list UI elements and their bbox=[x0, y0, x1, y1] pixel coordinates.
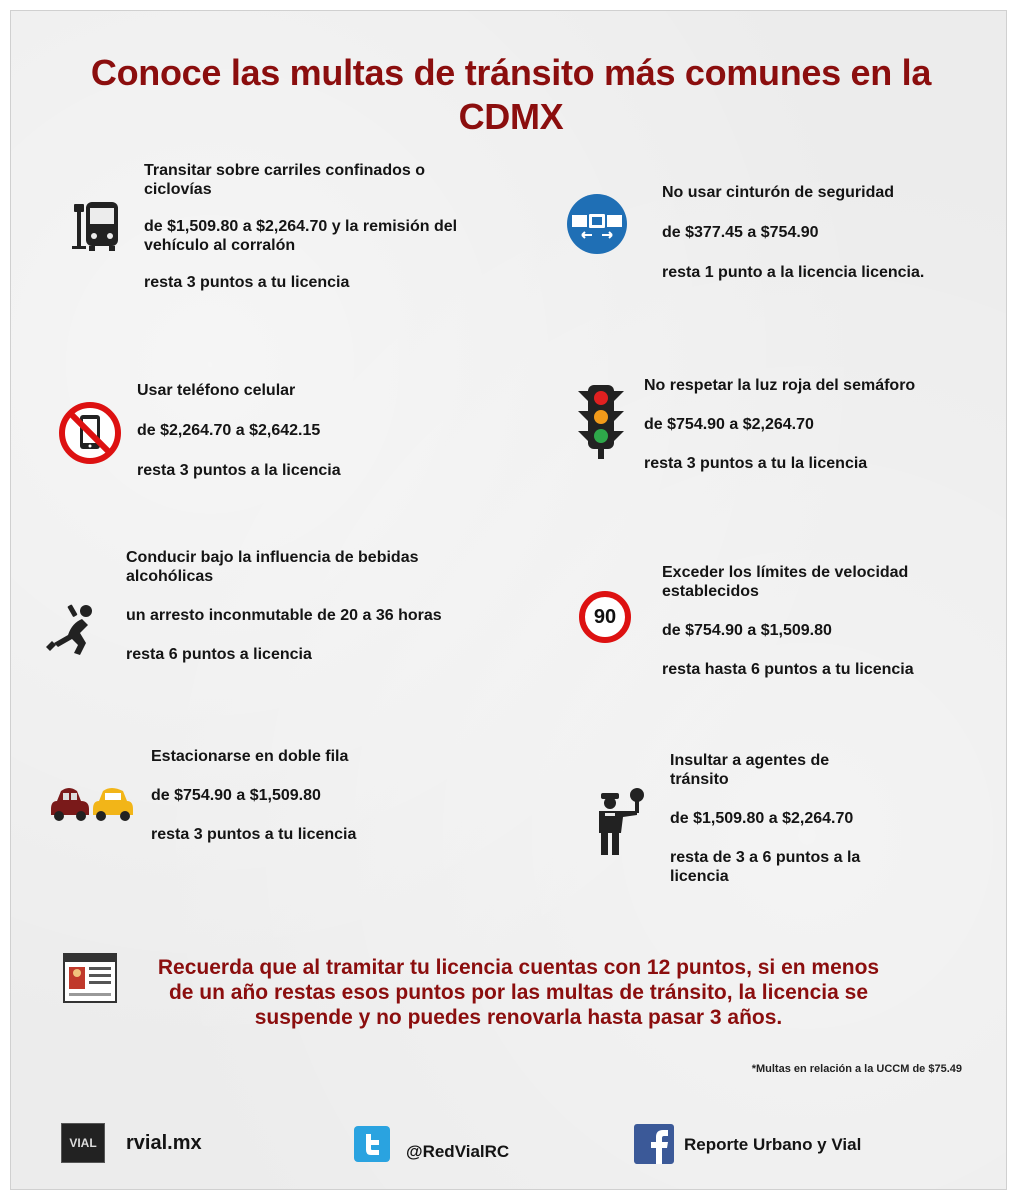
fine-item-speeding bbox=[662, 563, 982, 697]
fine-amount: de $754.90 a $1,509.80 bbox=[662, 622, 832, 639]
twitter-icon[interactable] bbox=[354, 1126, 390, 1162]
fine-amount: de $377.45 a $754.90 bbox=[662, 224, 819, 241]
twitter-handle[interactable]: @RedVialRC bbox=[406, 1142, 510, 1161]
license-card-icon bbox=[63, 953, 117, 1007]
fine-amount: de $2,264.70 a $2,642.15 bbox=[137, 422, 321, 439]
drunk-person-icon bbox=[44, 601, 106, 661]
vial-logo-text: VIAL bbox=[69, 1136, 97, 1150]
facebook-icon[interactable] bbox=[634, 1124, 674, 1164]
fine-item-double-parking bbox=[151, 747, 451, 862]
traffic-officer-icon bbox=[593, 787, 647, 861]
fine-amount: de $1,509.80 a $2,264.70 bbox=[670, 810, 854, 827]
fine-heading: Usar teléfono celular bbox=[137, 382, 296, 399]
fine-item-drunk-driving bbox=[126, 548, 466, 682]
fine-item-bus-lane bbox=[144, 161, 484, 310]
fine-points: resta 1 punto a la licencia licencia. bbox=[662, 264, 925, 281]
fine-heading: Conducir bajo la influencia de bebidas alcohólicas bbox=[126, 549, 419, 585]
fine-heading: Transitar sobre carriles confinados o ciclovías bbox=[144, 162, 425, 198]
fine-points: resta 3 puntos a tu la licencia bbox=[644, 455, 868, 472]
no-phone-icon bbox=[58, 401, 122, 469]
bus-stop-icon bbox=[66, 196, 126, 260]
fine-item-insult-officer bbox=[670, 751, 890, 904]
fine-points: resta 3 puntos a la licencia bbox=[137, 462, 341, 479]
fine-item-cell-phone bbox=[137, 381, 437, 498]
fine-amount: un arresto inconmutable de 20 a 36 horas bbox=[126, 607, 442, 624]
vial-logo bbox=[61, 1123, 105, 1163]
traffic-light-icon bbox=[578, 383, 624, 465]
facebook-page[interactable]: Reporte Urbano y Vial bbox=[684, 1135, 862, 1154]
fine-amount: de $754.90 a $1,509.80 bbox=[151, 787, 321, 804]
website-link[interactable]: rvial.mx bbox=[126, 1132, 202, 1154]
fine-heading: Exceder los límites de velocidad establecidos bbox=[662, 564, 909, 600]
speed-limit-icon bbox=[579, 591, 631, 643]
fine-points: resta 3 puntos a tu licencia bbox=[151, 826, 357, 843]
fine-heading: Estacionarse en doble fila bbox=[151, 748, 349, 765]
fine-item-seatbelt bbox=[662, 183, 982, 300]
fine-points: resta de 3 a 6 puntos a la licencia bbox=[670, 849, 861, 885]
fine-heading: No usar cinturón de seguridad bbox=[662, 184, 895, 201]
fine-amount: de $754.90 a $2,264.70 bbox=[644, 416, 814, 433]
fine-points: resta hasta 6 puntos a tu licencia bbox=[662, 661, 914, 678]
fine-points: resta 3 puntos a tu licencia bbox=[144, 274, 350, 291]
seatbelt-icon bbox=[566, 193, 628, 259]
uccm-footnote: *Multas en relación a la UCCM de $75.49 bbox=[751, 1063, 962, 1075]
license-reminder: Recuerda que al tramitar tu licencia cuentas con 12 puntos, si en menos de un año restas esos puntos por las multas de tránsito, la licencia se suspende y no puedes renovarla hasta pasar 3 años. bbox=[157, 956, 880, 1029]
speed-limit-value: 90 bbox=[593, 605, 617, 628]
double-parked-cars-icon bbox=[49, 783, 135, 827]
fine-amount: de $1,509.80 a $2,264.70 y la remisión del vehículo al corralón bbox=[144, 218, 458, 254]
infographic bbox=[10, 10, 1007, 1190]
fine-heading: No respetar la luz roja del semáforo bbox=[644, 377, 916, 394]
fine-item-red-light bbox=[644, 376, 984, 491]
fine-heading: Insultar a agentes de tránsito bbox=[670, 752, 830, 788]
page-title: Conoce las multas de tránsito más comunes en la CDMX bbox=[90, 52, 932, 137]
fine-points: resta 6 puntos a licencia bbox=[126, 646, 312, 663]
